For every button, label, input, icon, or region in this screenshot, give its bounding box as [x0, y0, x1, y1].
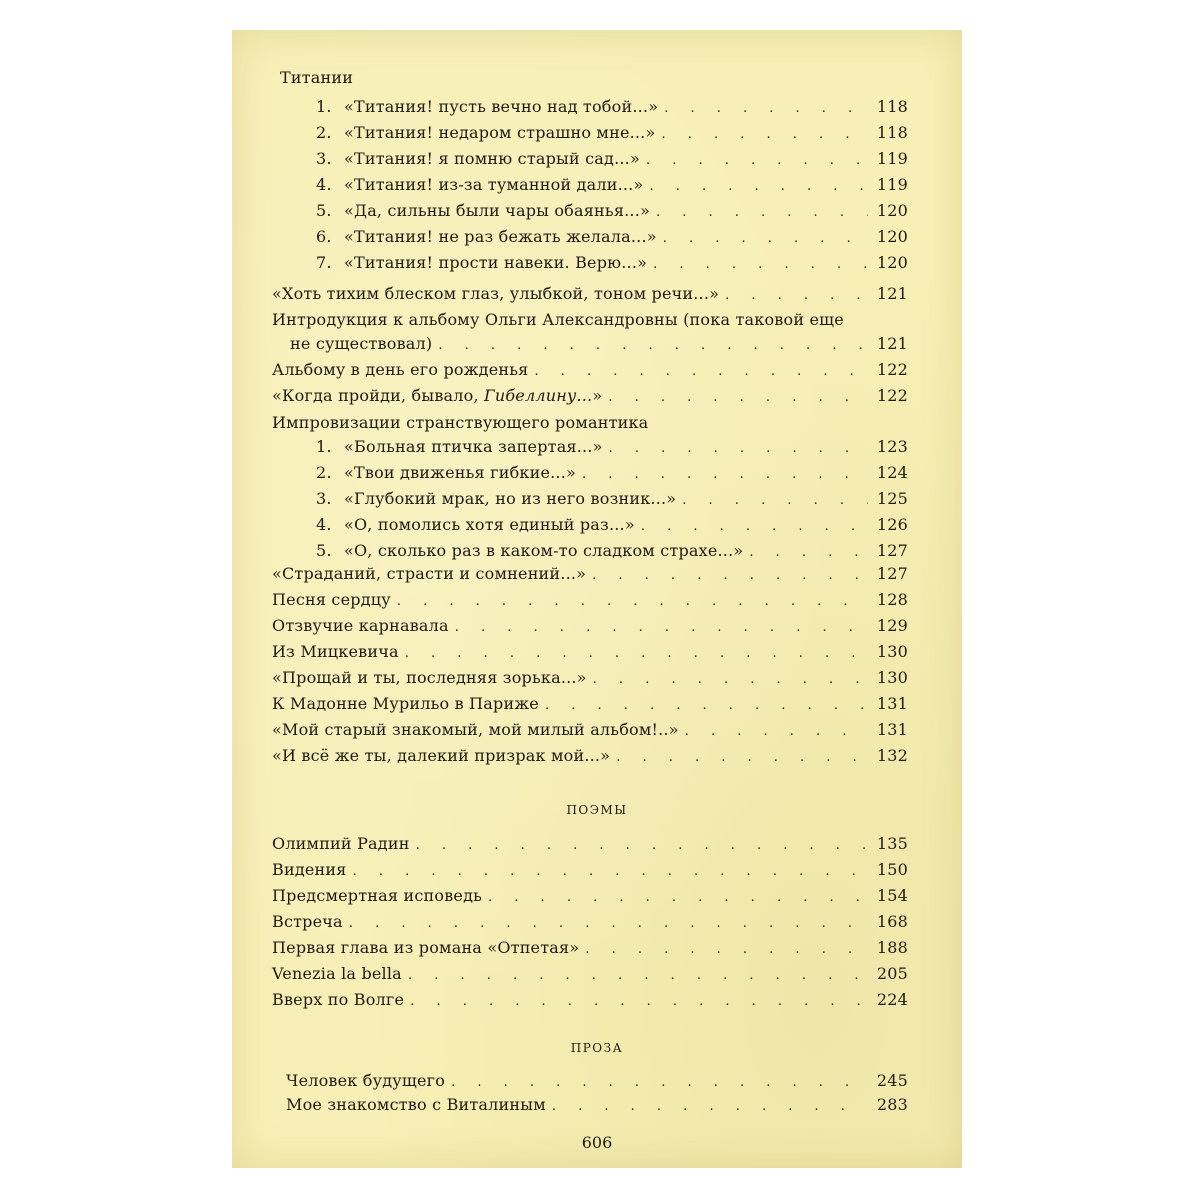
dot-leader [609, 441, 868, 461]
section-heading-titania: Титании [280, 68, 354, 87]
entry-page: 126 [876, 515, 908, 534]
toc-entry [316, 437, 908, 459]
entry-number: 7. [316, 253, 332, 272]
entry-page: 128 [876, 590, 908, 609]
entry-title [272, 386, 602, 405]
toc-entry [316, 175, 908, 197]
dot-leader [408, 968, 868, 988]
toc-entry [316, 227, 908, 249]
toc-entry [272, 912, 908, 934]
entry-page: 118 [876, 123, 908, 142]
toc-entry [272, 642, 908, 664]
entry-page: 120 [876, 253, 908, 272]
toc-entry [272, 834, 908, 856]
entry-title: Альбому в день его рожденья [272, 360, 529, 379]
dot-leader [552, 1099, 868, 1119]
toc-entry [272, 886, 908, 908]
entry-title: «Титания! пусть вечно над тобой...» [344, 97, 659, 116]
entry-title: «Хоть тихим блеском глаз, улыбкой, тоном речи...» [272, 284, 720, 303]
dot-leader [749, 545, 868, 565]
toc-entry [316, 123, 908, 145]
dot-leader [664, 101, 868, 121]
section-heading-poems: ПОЭМЫ [566, 803, 628, 817]
dot-leader [488, 890, 868, 910]
entry-title: Отзвучие карнавала [272, 616, 449, 635]
dot-leader [410, 994, 868, 1014]
entry-title: «Титания! не раз бежать желала...» [344, 227, 657, 246]
entry-number: 4. [316, 175, 332, 194]
toc-entry [272, 938, 908, 960]
toc-entry [272, 746, 908, 768]
dot-leader [725, 288, 868, 308]
entry-page: 122 [876, 386, 908, 405]
entry-page: 127 [876, 564, 908, 583]
entry-page: 168 [876, 912, 908, 931]
entry-number: 5. [316, 201, 332, 220]
toc-entry [316, 253, 908, 275]
entry-title: Вверх по Волге [272, 990, 405, 1009]
entry-title: К Мадонне Мурильо в Париже [272, 694, 539, 713]
dot-leader [405, 646, 868, 666]
entry-page: 118 [876, 97, 908, 116]
toc-entry [272, 386, 908, 408]
dot-leader [416, 838, 868, 858]
entry-page: 123 [876, 437, 908, 456]
entry-number: 4. [316, 515, 332, 534]
toc-entry [286, 1071, 908, 1093]
table-of-contents [232, 30, 962, 1168]
entry-number: 1. [316, 437, 332, 456]
entry-title: «И всё же ты, далекий призрак мой...» [272, 746, 611, 765]
section-heading-prose: ПРОЗА [570, 1041, 624, 1055]
entry-page: 129 [876, 616, 908, 635]
entry-title: «О, сколько раз в каком-то сладком страхе...» [344, 541, 744, 560]
entry-number: 5. [316, 541, 332, 560]
entry-title: Песня сердцу [272, 590, 391, 609]
toc-entry [316, 97, 908, 119]
dot-leader [582, 467, 868, 487]
dot-leader [661, 127, 868, 147]
entry-title: «Мой старый знакомый, мой милый альбом!..» [272, 720, 679, 739]
entry-page: 125 [876, 489, 908, 508]
entry-title-line-2: не существовал) [290, 334, 433, 353]
entry-number: 6. [316, 227, 332, 246]
toc-entry [316, 489, 908, 511]
dot-leader [397, 594, 868, 614]
entry-page: 121 [876, 284, 908, 303]
entry-title: «Титания! прости навеки. Верю...» [344, 253, 648, 272]
dot-leader [682, 493, 868, 513]
toc-entry [286, 1095, 908, 1117]
toc-entry [272, 564, 908, 586]
dot-leader [653, 257, 868, 277]
entry-title: Олимпий Радин [272, 834, 410, 853]
entry-page: 127 [876, 541, 908, 560]
entry-page: 245 [876, 1071, 908, 1090]
entry-title: «Глубокий мрак, но из него возник...» [344, 489, 677, 508]
dot-leader [585, 942, 868, 962]
entry-title: «Титания! недаром страшно мне...» [344, 123, 656, 142]
entry-number: 2. [316, 123, 332, 142]
entry-title-line-1: Интродукция к альбому Ольги Александровны (пока таковой еще [272, 310, 844, 329]
dot-leader [534, 364, 868, 384]
dot-leader [649, 179, 868, 199]
entry-title: «Да, сильны были чары обаянья...» [344, 201, 650, 220]
entry-title: Человек будущего [286, 1071, 446, 1090]
entry-page: 188 [876, 938, 908, 957]
dot-leader [593, 672, 868, 692]
entry-page: 205 [876, 964, 908, 983]
entry-number: 2. [316, 463, 332, 482]
toc-entry [316, 463, 908, 485]
entry-title: Видения [272, 860, 347, 879]
dot-leader [455, 620, 868, 640]
dot-leader [592, 568, 868, 588]
toc-entry [316, 149, 908, 171]
toc-entry [272, 284, 908, 306]
entry-page: 124 [876, 463, 908, 482]
entry-number: 1. [316, 97, 332, 116]
toc-entry [316, 201, 908, 223]
entry-title: «Больная птичка запертая...» [344, 437, 603, 456]
book-page [232, 30, 962, 1168]
entry-title: Предсмертная исповедь [272, 886, 483, 905]
toc-entry [316, 541, 908, 563]
section-heading-improvisations: Импровизации странствующего романтика [272, 413, 649, 432]
toc-entry [272, 668, 908, 690]
dot-leader [663, 231, 868, 251]
dot-leader [656, 205, 868, 225]
entry-page: 130 [876, 668, 908, 687]
entry-page: 120 [876, 201, 908, 220]
entry-title: Встреча [272, 912, 343, 931]
entry-page: 120 [876, 227, 908, 246]
dot-leader [608, 390, 868, 410]
entry-page: 119 [876, 149, 908, 168]
entry-title: Мое знакомство с Виталиным [286, 1095, 546, 1114]
dot-leader [685, 724, 868, 744]
entry-title: «Титания! я помню старый сад...» [344, 149, 640, 168]
toc-entry [272, 990, 908, 1012]
toc-entry [272, 360, 908, 382]
entry-title-suffix: » [592, 386, 603, 405]
entry-page: 154 [876, 886, 908, 905]
dot-leader [349, 916, 868, 936]
toc-entry [272, 590, 908, 612]
entry-page: 131 [876, 720, 908, 739]
toc-entry [290, 334, 908, 356]
entry-page: 122 [876, 360, 908, 379]
entry-title-italic: Гибеллину... [484, 386, 593, 405]
entry-title-prefix: «Когда пройди, бывало, [272, 386, 485, 405]
entry-title: «Страданий, страсти и сомнений...» [272, 564, 587, 583]
dot-leader [353, 864, 868, 884]
entry-page: 119 [876, 175, 908, 194]
toc-entry [272, 720, 908, 742]
entry-page: 224 [876, 990, 908, 1009]
dot-leader [646, 153, 868, 173]
entry-number: 3. [316, 489, 332, 508]
toc-entry [272, 616, 908, 638]
entry-page: 135 [876, 834, 908, 853]
dot-leader [616, 750, 868, 770]
dot-leader [451, 1075, 868, 1095]
entry-page: 283 [876, 1095, 908, 1114]
toc-entry [272, 860, 908, 882]
entry-title: Из Мицкевича [272, 642, 399, 661]
toc-entry [272, 964, 908, 986]
entry-page: 132 [876, 746, 908, 765]
entry-page: 121 [876, 334, 908, 353]
entry-title: «Титания! из-за туманной дали...» [344, 175, 644, 194]
entry-title: «Твои движенья гибкие...» [344, 463, 576, 482]
toc-entry [316, 515, 908, 537]
toc-entry [272, 694, 908, 716]
page-number: 606 [581, 1133, 613, 1152]
entry-page: 131 [876, 694, 908, 713]
dot-leader [641, 519, 868, 539]
entry-title: «Прощай и ты, последняя зорька...» [272, 668, 587, 687]
entry-page: 150 [876, 860, 908, 879]
entry-title: Venezia la bella [272, 964, 402, 983]
entry-number: 3. [316, 149, 332, 168]
dot-leader [438, 338, 868, 358]
entry-title: Первая глава из романа «Отпетая» [272, 938, 580, 957]
entry-title: «О, помолись хотя единый раз...» [344, 515, 635, 534]
entry-page: 130 [876, 642, 908, 661]
dot-leader [545, 698, 868, 718]
